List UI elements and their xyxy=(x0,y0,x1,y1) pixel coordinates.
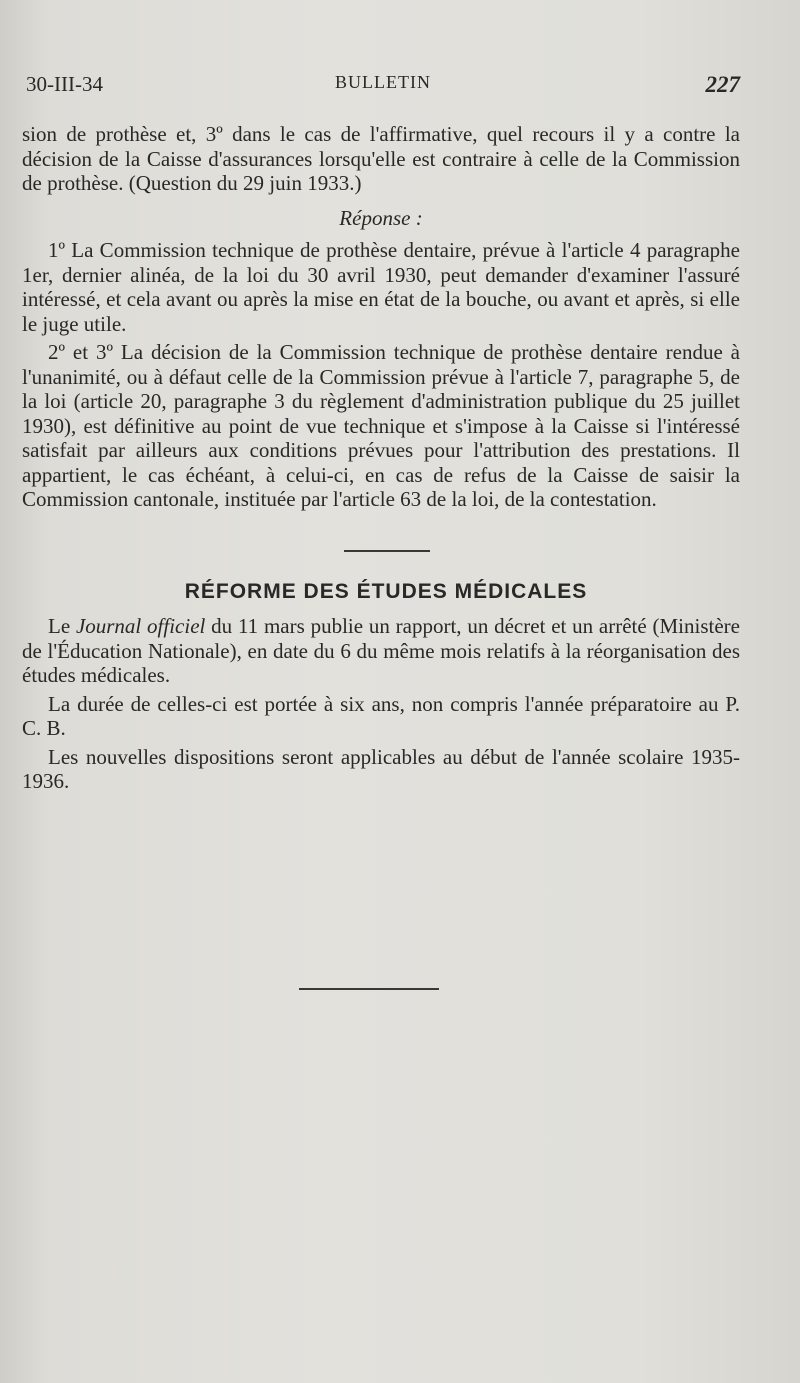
page-number: 227 xyxy=(705,72,740,97)
header-date: 30-III-34 xyxy=(26,72,103,96)
page-body xyxy=(22,122,740,794)
section-p1-rest: du 11 mars publie un rapport, un décret et un arrêté (Ministère de l'Éducation Nationale), en date du 6 du même mois relatifs à la réorganisation des études médicales. xyxy=(22,614,740,687)
running-header xyxy=(26,72,740,102)
section-heading: RÉFORME DES ÉTUDES MÉDICALES xyxy=(184,579,588,603)
section-paragraph-1 xyxy=(22,614,740,688)
reponse-label: Réponse : xyxy=(339,205,423,230)
answer-paragraph-2: 2º et 3º La décision de la Commission technique de prothèse dentaire rendue à l'unanimité, ou à défaut celle de la Commission prévue à l'article 7, paragraphe 5, de la loi (article 20, paragraphe 3 du règlement d'administration publique du 25 juillet 1930), est définitive au point de vue technique et s'impose à la Caisse si l'intéressé satisfait par ailleurs aux conditions prévues pour l'attribution des prestations. Il appartient, le cas échéant, à celui-ci, en cas de refus de la Caisse de saisir la Commission cantonale, instituée par l'article 63 de la loi, de la contestation. xyxy=(22,340,740,511)
journal-officiel-title: Journal officiel xyxy=(75,614,206,638)
intro-paragraph: sion de prothèse et, 3º dans le cas de l'affirmative, quel recours il y a contre la décision de la Caisse d'assurances lorsqu'elle est contraire à celle de la Commission de prothèse. (Question du 29 juin 1933.) xyxy=(22,122,740,195)
section-p1-start: Le xyxy=(48,614,76,638)
section-paragraph-2: La durée de celles-ci est portée à six ans, non compris l'année préparatoire au P. C. B. xyxy=(22,691,740,740)
section-divider xyxy=(344,550,430,552)
answer-paragraph-1: 1º La Commission technique de prothèse dentaire, prévue à l'article 4 paragraphe 1er, dernier alinéa, de la loi du 30 avril 1930, peut demander d'examiner l'assuré intéressé, et cela avant ou après la mise en état de la bouche, ou avant et après, si elle le juge utile. xyxy=(22,238,740,336)
end-divider xyxy=(299,988,439,990)
section-paragraph-3: Les nouvelles dispositions seront applicables au début de l'année scolaire 1935-1936. xyxy=(22,744,740,793)
header-title: BULLETIN xyxy=(335,72,431,92)
